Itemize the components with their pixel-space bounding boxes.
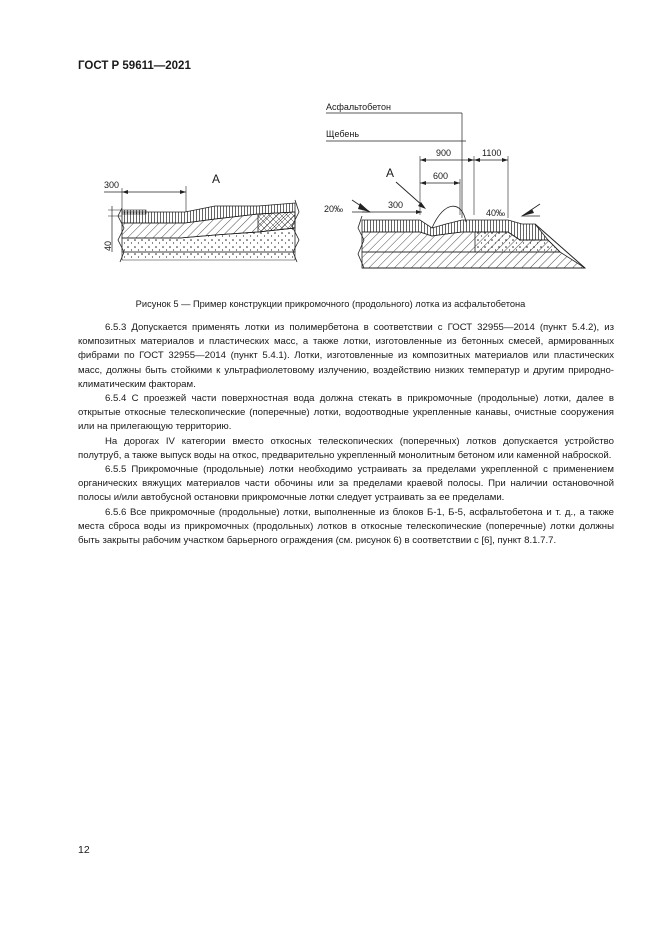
slope-left: 20‰: [324, 204, 344, 214]
right-dim-1100: 1100: [482, 148, 502, 158]
paragraph-6-5-3: 6.5.3 Допускается применять лотки из полимербетона в соответствии с ГОСТ 32955—2014 (пункт 5.4.2), из композитных материалов и пластических масс, а также лотки, изготовленные из бетонных смесей, армированных фибрами по ГОСТ 32955—2014 (пункт 5.4.1). Лотки, изготовленные из композитных материалов или пластических масс, должны быть стойкими к ультрафиолетовому излучению, воздействию низких температур и другим природно-климатическим факторам.: [78, 322, 614, 390]
left-label-a: А: [212, 172, 221, 186]
paragraph-6-5-5: 6.5.5 Прикромочные (продольные) лотки необходимо устраивать за пределами укрепленной с применением органических вяжущих материалов части обочины или за пределами краевой полосы. При наличии остановочной полосы и/или автобусной остановки прикромочные лотки следует устраивать за ее пределами.: [78, 464, 614, 504]
paragraph-6-5-4: 6.5.4 С проезжей части поверхностная вода должна стекать в прикромочные (продольные) лотки, далее в открытые откосные телескопические (поперечные) лотки, водоотводные укрепленные канавы, очистные сооружения или на прилегающую территорию.: [78, 393, 614, 433]
slope-right: 40‰: [486, 208, 506, 218]
label-asphalt: Асфальтобетон: [326, 102, 391, 112]
right-dim-300: 300: [388, 200, 404, 210]
left-section-drawing: [103, 172, 299, 262]
left-dim-40: 40: [103, 240, 113, 251]
right-section-drawing: [324, 102, 585, 268]
road-cross-section-diagram: [92, 96, 612, 286]
right-label-a: А: [386, 166, 395, 180]
figure-caption: Рисунок 5 — Пример конструкции прикромочного (продольного) лотка из асфальтобетона: [135, 299, 526, 309]
right-dim-900: 900: [436, 148, 452, 158]
page-number: 12: [78, 844, 90, 856]
paragraph-6-5-6: 6.5.6 Все прикромочные (продольные) лотки, выполненные из блоков Б-1, Б-5, асфальтобетона и т. д., а также места сброса воды из прикромочных (продольных) лотков в откосные телескопические (поперечные) лотки должны быть закрыты рабочим участком барьерного ограждения (см. рисунок 6) в соответствии с [6], пункт 8.1.7.7.: [78, 506, 614, 547]
body-text: [78, 321, 614, 548]
document-header: ГОСТ Р 59611—2021: [78, 60, 191, 72]
right-dim-600: 600: [433, 171, 449, 181]
figure-5: [92, 96, 612, 286]
label-gravel: Щебень: [326, 129, 360, 139]
paragraph-iv-category: На дорогах IV категории вместо откосных телескопических (поперечных) лотков допускается устройство полутруб, а также выпуск воды на откос, предварительно укрепленный монолитным бетоном или каменной наброской.: [78, 435, 614, 461]
left-dim-300: 300: [104, 180, 120, 190]
